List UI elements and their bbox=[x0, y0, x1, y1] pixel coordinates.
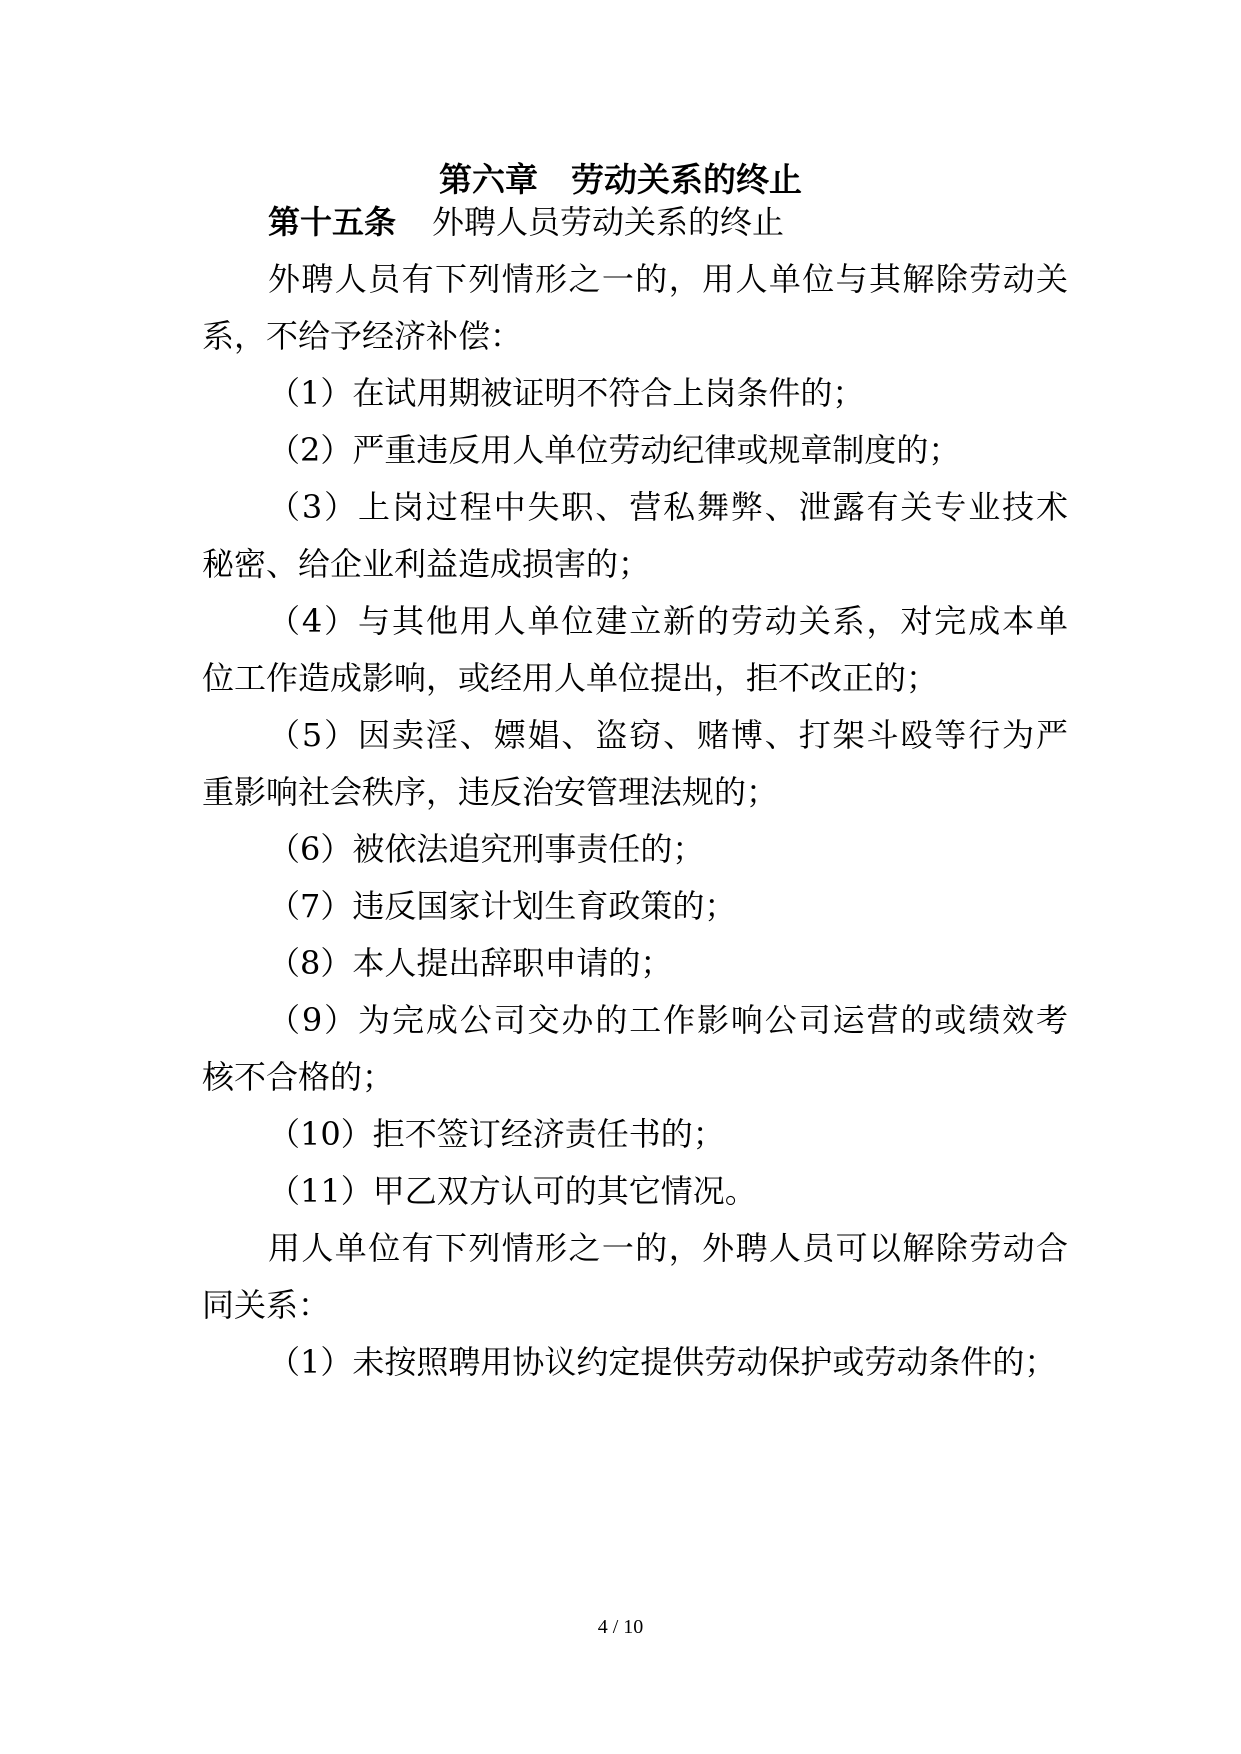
page-number: 4 / 10 bbox=[597, 1616, 644, 1638]
article-title: 外聘人员劳动关系的终止 bbox=[432, 203, 785, 241]
list-item-continuation: 重影响社会秩序，违反治安管理法规的； bbox=[202, 773, 779, 811]
list-item: （9）为完成公司交办的工作影响公司运营的或绩效考 bbox=[268, 1001, 1068, 1039]
list-item: （7）违反国家计划生育政策的； bbox=[268, 887, 737, 925]
list-item: （1）在试用期被证明不符合上岗条件的； bbox=[268, 374, 865, 412]
article-heading bbox=[268, 197, 1068, 247]
list-item-continuation: 位工作造成影响，或经用人单位提出，拒不改正的； bbox=[202, 659, 939, 697]
list-item: （5）因卖淫、嫖娼、盗窃、赌博、打架斗殴等行为严 bbox=[268, 716, 1068, 754]
paragraph-line: 系，不给予经济补偿： bbox=[202, 317, 523, 355]
list-item: （1）未按照聘用协议约定提供劳动保护或劳动条件的； bbox=[268, 1343, 1057, 1381]
paragraph-line: 同关系： bbox=[202, 1286, 331, 1324]
list-item-continuation: 秘密、给企业利益造成损害的； bbox=[202, 545, 651, 583]
list-item: （3）上岗过程中失职、营私舞弊、泄露有关专业技术 bbox=[268, 488, 1068, 526]
chapter-title: 第六章 劳动关系的终止 bbox=[439, 160, 802, 199]
list-item: （11）甲乙双方认可的其它情况。 bbox=[268, 1172, 757, 1210]
list-item: （8）本人提出辞职申请的； bbox=[268, 944, 673, 982]
list-item-continuation: 核不合格的； bbox=[202, 1058, 395, 1096]
list-item: （4）与其他用人单位建立新的劳动关系，对完成本单 bbox=[268, 602, 1068, 640]
list-item: （10）拒不签订经济责任书的； bbox=[268, 1115, 725, 1153]
article-number: 第十五条 bbox=[268, 203, 397, 241]
list-item: （6）被依法追究刑事责任的； bbox=[268, 830, 705, 868]
paragraph-line: 用人单位有下列情形之一的，外聘人员可以解除劳动合 bbox=[268, 1229, 1068, 1267]
list-item: （2）严重违反用人单位劳动纪律或规章制度的； bbox=[268, 431, 961, 469]
paragraph-line: 外聘人员有下列情形之一的，用人单位与其解除劳动关 bbox=[268, 260, 1068, 298]
